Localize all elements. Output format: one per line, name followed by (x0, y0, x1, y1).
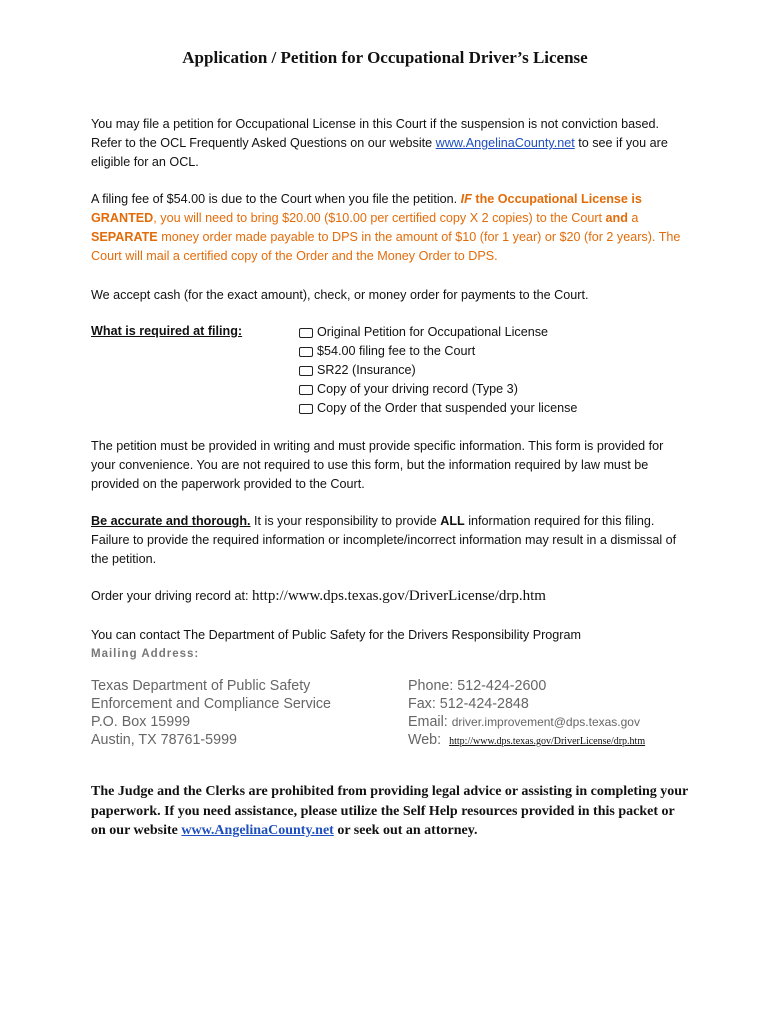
fee-and: and (605, 211, 628, 225)
website-link[interactable]: www.AngelinaCounty.net (181, 823, 334, 838)
web-link[interactable]: http://www.dps.texas.gov/DriverLicense/drp.htm (449, 736, 646, 747)
fee-granted: the Occupational License is GRANTED (91, 192, 642, 225)
disclaimer-paragraph: The Judge and the Clerks are prohibited from providing legal advice or assisting in completing your paperwork. If you need assistance, please utilize the Self Help resources provided in this packet or on our website www.AngelinaCounty.net or seek out an attorney. (91, 784, 688, 838)
all-emphasis: ALL (440, 514, 465, 528)
contact-details (408, 677, 645, 751)
contact-intro: You can contact The Department of Public Safety for the Drivers Responsibility Program (91, 628, 581, 642)
checkbox-icon[interactable] (299, 404, 313, 414)
intro-paragraph (91, 115, 691, 172)
required-checklist (299, 323, 577, 418)
fee-if: IF (460, 192, 472, 206)
intro-text: You may file a petition for Occupational License in this Court if the suspension is not conviction based. Refer to the OCL Frequently Asked Questions on our website (91, 117, 659, 150)
fee-part2: , you will need to bring $20.00 ($10.00 per certified copy X 2 copies) to the Court (153, 211, 606, 225)
fee-separate: SEPARATE (91, 230, 158, 244)
website-link[interactable]: www.AngelinaCounty.net (435, 136, 575, 150)
checkbox-icon[interactable] (299, 347, 313, 357)
petition-paragraph: The petition must be provided in writing and must provide specific information. This form is provided for your convenience. You are not required to use this form, but the information required by law must be provided on the paperwork provided to the Court. (91, 439, 664, 491)
fee-paragraph (91, 190, 691, 266)
fee-part4: money order made payable to DPS in the amount of $10 (for 1 year) or $20 (for 2 years). The Court will mail a certified copy of the Order and the Money Order to DPS. (91, 230, 681, 263)
checkbox-icon[interactable] (299, 385, 313, 395)
checklist-item: Original Petition for Occupational License (299, 323, 577, 342)
payment-paragraph: We accept cash (for the exact amount), check, or money order for payments to the Court. (91, 288, 589, 302)
checklist-item: Copy of your driving record (Type 3) (299, 380, 577, 399)
page-title: Application / Petition for Occupational Driver’s License (182, 48, 588, 67)
email-address[interactable]: driver.improvement@dps.texas.gov (451, 715, 640, 729)
fee-part3: a (627, 211, 639, 225)
address-line: Enforcement and Compliance Service (91, 696, 331, 712)
fax-number: Fax: 512-424-2848 (408, 696, 529, 712)
phone-number: Phone: 512-424-2600 (408, 678, 547, 694)
accurate-heading: Be accurate and thorough. (91, 514, 251, 528)
checklist-item: Copy of the Order that suspended your license (299, 399, 577, 418)
checkbox-icon[interactable] (299, 328, 313, 338)
mailing-address (91, 677, 331, 749)
required-label: What is required at filing: (91, 324, 243, 338)
checklist-item: SR22 (Insurance) (299, 361, 577, 380)
driving-record-link[interactable]: http://www.dps.texas.gov/DriverLicense/drp.htm (251, 588, 546, 604)
accurate-paragraph: Be accurate and thorough. It is your responsibility to provide ALL information required for this filing. Failure to provide the required information or incomplete/incorrect information may result in a dismissal of the petition. (91, 514, 677, 566)
fee-text: A filing fee of $54.00 is due to the Court when you file the petition. (91, 192, 461, 206)
address-line: Austin, TX 78761-5999 (91, 732, 237, 748)
address-line: Texas Department of Public Safety (91, 678, 311, 694)
order-record-line: Order your driving record at: http://www.dps.texas.gov/DriverLicense/drp.htm (91, 588, 546, 604)
web-row: Web: http://www.dps.texas.gov/DriverLicense/drp.htm (408, 732, 646, 748)
mailing-address-heading: Mailing Address: (91, 648, 200, 660)
checkbox-icon[interactable] (299, 366, 313, 376)
checklist-item: $54.00 filing fee to the Court (299, 342, 577, 361)
address-line: P.O. Box 15999 (91, 714, 191, 730)
intro-text-after: to see if you are eligible for an OCL. (91, 136, 668, 169)
email-row: Email: driver.improvement@dps.texas.gov (408, 714, 640, 730)
